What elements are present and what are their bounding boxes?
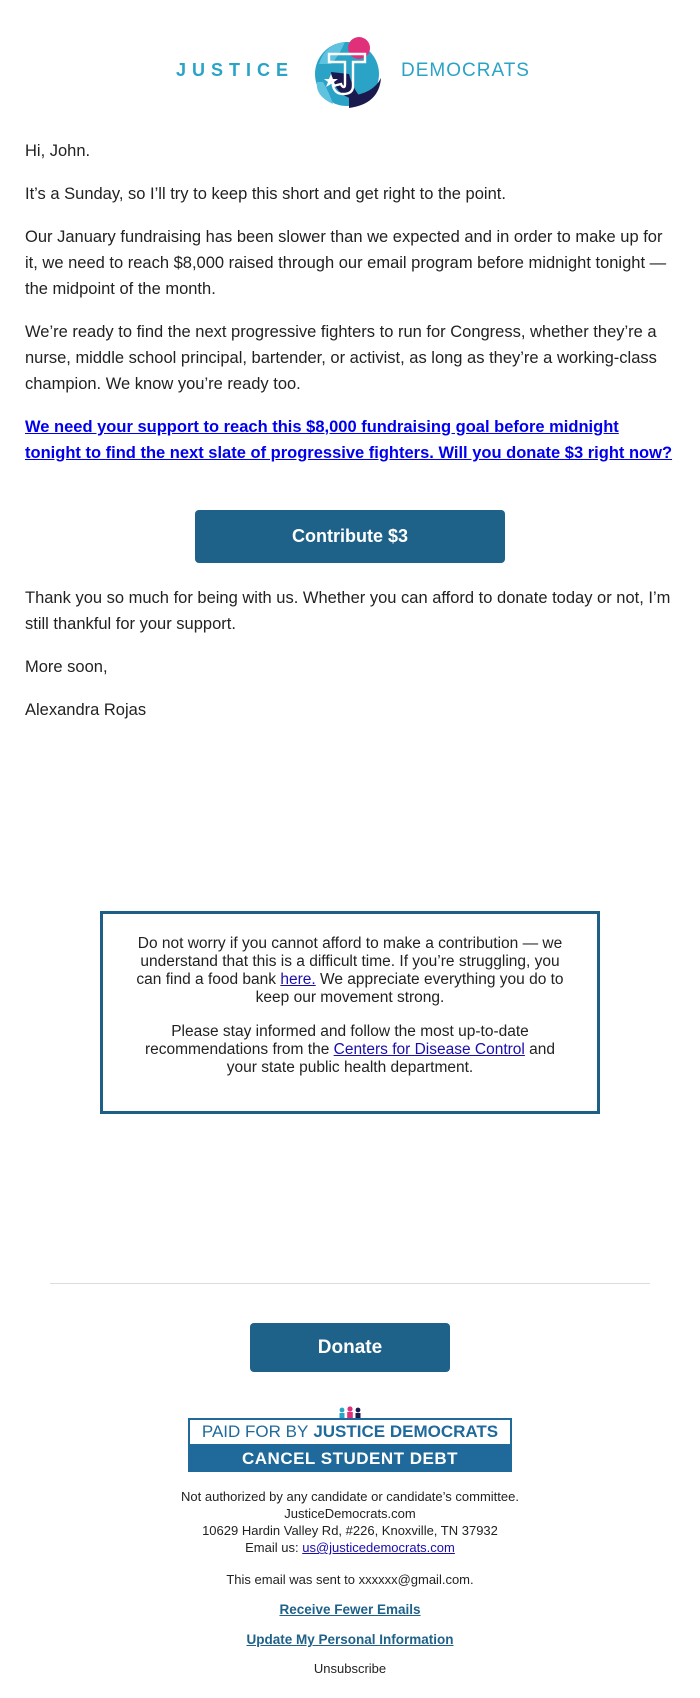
- notice-paragraph-1: [131, 935, 569, 1007]
- footer-address: [0, 1488, 700, 1556]
- contribute-button[interactable]: Contribute $3: [195, 510, 505, 563]
- footer-disclaimer: Not authorized by any candidate or candidate’s committee.: [181, 1489, 519, 1504]
- notice-paragraph-2: [131, 1023, 569, 1077]
- food-bank-link[interactable]: here.: [280, 971, 316, 988]
- sent-to-notice: This email was sent to xxxxxx@gmail.com.: [226, 1572, 474, 1587]
- header-logo[interactable]: [0, 30, 700, 110]
- message-closing: [25, 585, 675, 740]
- notice-text: and your state public health department.: [226, 1041, 556, 1076]
- hardship-notice-box: [100, 911, 600, 1114]
- badge-org: JUSTICE DEMOCRATS: [313, 1422, 499, 1441]
- signature: Alexandra Rojas: [25, 701, 147, 719]
- donate-cta-link[interactable]: We need your support to reach this $8,000 fundraising goal before midnight tonight to find the next slate of progressive fighters. Will you donate $3 right now?: [25, 418, 673, 462]
- notice-text: Please stay informed and follow the most up-to-date recommendations from the: [144, 1023, 529, 1058]
- logo-text-democrats: DEMOCRATS: [401, 60, 530, 81]
- paragraph-intro: It’s a Sunday, so I’ll try to keep this short and get right to the point.: [25, 185, 506, 203]
- donate-button[interactable]: Donate: [250, 1323, 450, 1372]
- footer-website: JusticeDemocrats.com: [284, 1506, 416, 1521]
- footer-divider: [50, 1283, 650, 1284]
- cdc-link[interactable]: Centers for Disease Control: [333, 1041, 525, 1058]
- logo-text-justice: JUSTICE: [176, 60, 295, 80]
- badge-paid-label: PAID FOR BY: [201, 1422, 309, 1441]
- fewer-emails-row: [0, 1602, 700, 1617]
- notice-text: We appreciate everything you do to keep our movement strong.: [255, 971, 564, 1006]
- greeting: Hi, John.: [25, 142, 91, 160]
- justice-democrats-logo-icon: [309, 34, 385, 108]
- contact-email-link[interactable]: us@justicedemocrats.com: [302, 1540, 455, 1555]
- receive-fewer-emails-link[interactable]: Receive Fewer Emails: [279, 1602, 421, 1617]
- signoff: More soon,: [25, 658, 108, 676]
- email-label: Email us:: [245, 1540, 303, 1555]
- footer-email-line: [0, 1539, 700, 1556]
- badge-slogan: CANCEL STUDENT DEBT: [188, 1446, 512, 1472]
- paragraph-thanks: Thank you so much for being with us. Whether you can afford to donate today or not, I’m still thankful for your support.: [25, 589, 671, 633]
- paragraph-fundraising: Our January fundraising has been slower than we expected and in order to make up for it, we need to reach $8,000 raised through our email program before midnight tonight — the midpoint of the month.: [25, 228, 667, 298]
- notice-text: Do not worry if you cannot afford to make a contribution — we understand that this is a difficult time. If you’re struggling, you can find a food bank: [136, 935, 563, 988]
- unsubscribe-link[interactable]: Unsubscribe: [313, 1661, 387, 1676]
- footer-mailing-address: 10629 Hardin Valley Rd, #226, Knoxville, TN 37932: [202, 1523, 498, 1538]
- paragraph-fighters: We’re ready to find the next progressive fighters to run for Congress, whether they’re a nurse, middle school principal, bartender, or activist, as long as they’re a working-class champion. We know you’re ready too.: [25, 323, 657, 393]
- badge-paid-for-by: [188, 1418, 512, 1446]
- message-body: [25, 138, 675, 466]
- update-personal-info-link[interactable]: Update My Personal Information: [246, 1632, 454, 1647]
- update-info-row: [0, 1632, 700, 1647]
- paid-for-by-badge: [188, 1406, 512, 1472]
